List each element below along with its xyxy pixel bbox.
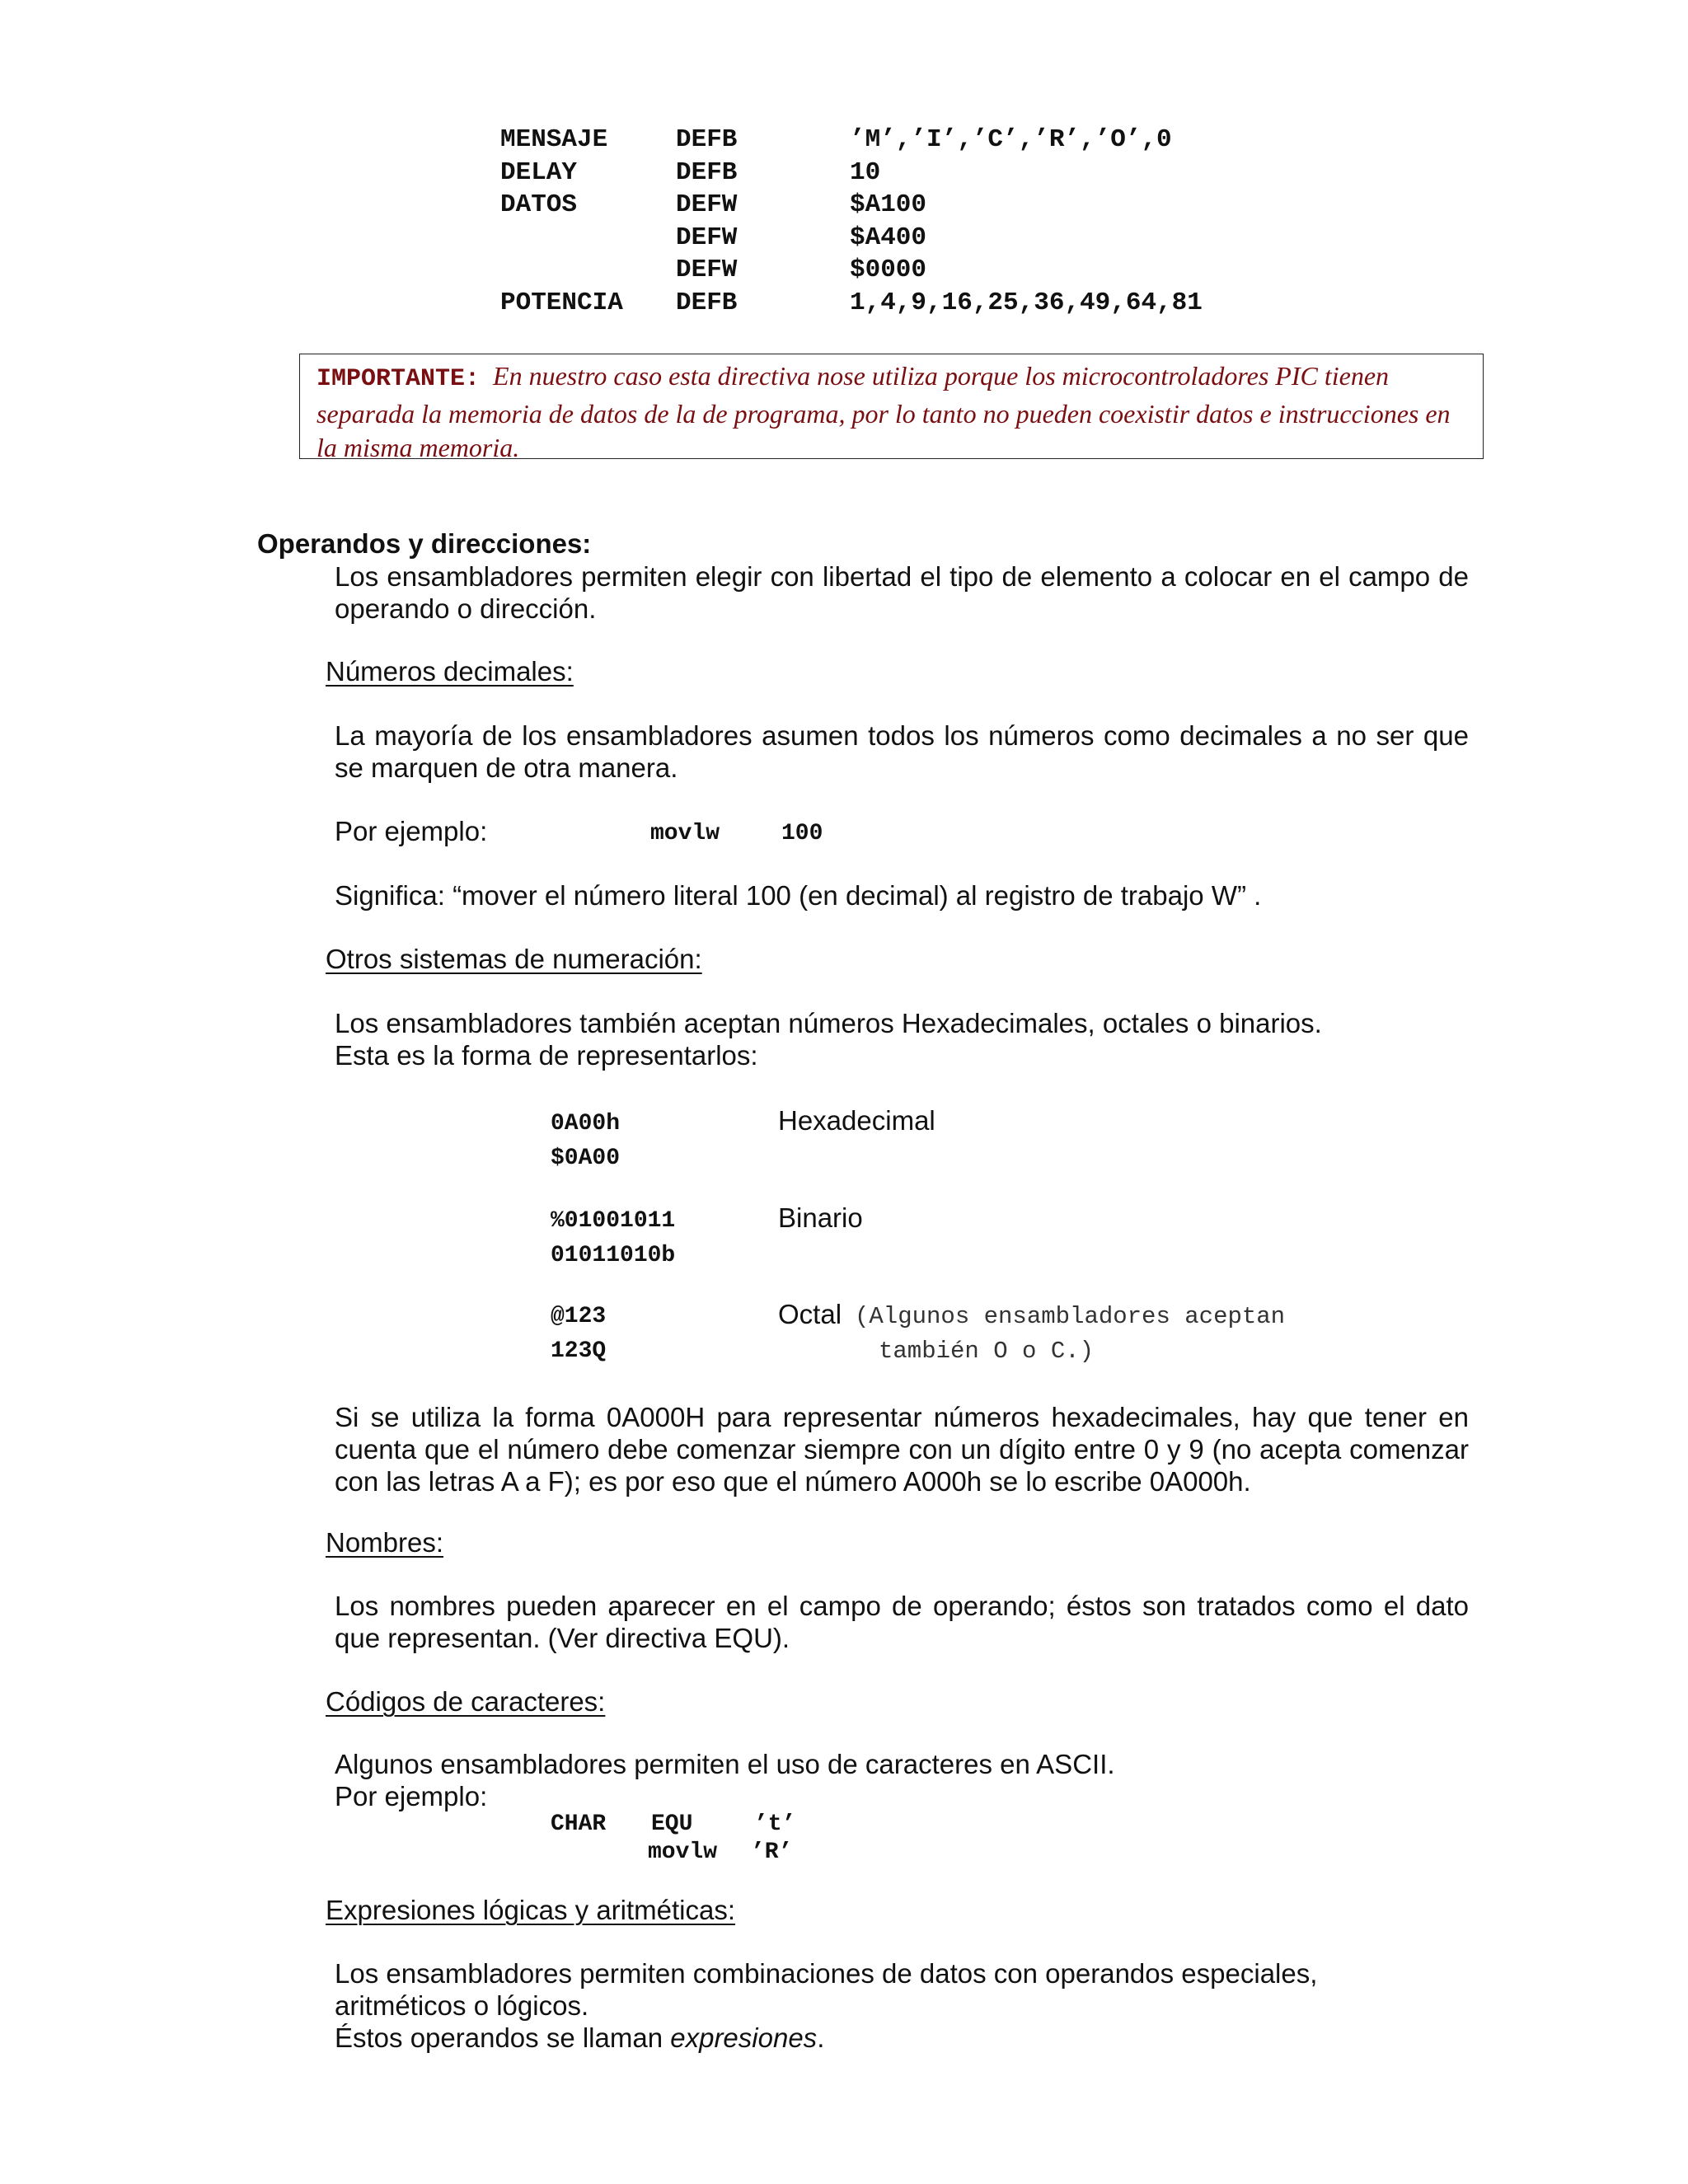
important-note-label: IMPORTANTE: (316, 365, 481, 393)
code-row (500, 157, 1325, 190)
hex-code-2: $0A00 (551, 1146, 621, 1171)
char-example-op: EQU (651, 1811, 693, 1837)
code-row (500, 287, 1325, 320)
expresiones-line3-emphasis: expresiones (670, 2022, 818, 2053)
code-row (500, 254, 1325, 287)
important-note-body: En nuestro caso esta directiva nose utiliza porque los microcontroladores PIC tienen separada la memoria de datos de la de programa, por lo tanto no pueden coexistir datos e instrucciones en la misma memoria. (316, 361, 1451, 462)
hex-name: Hexadecimal (778, 1105, 935, 1136)
oct-comment-1: (Algunos ensambladores aceptan (855, 1303, 1286, 1330)
code-row (500, 124, 1325, 157)
char-example-label: CHAR (551, 1811, 607, 1837)
decimales-example-value: 100 (781, 821, 823, 846)
code-value: 1,4,9,16,25,36,49,64,81 (850, 288, 1203, 317)
bin-name: Binario (778, 1202, 863, 1233)
hex-note: Si se utiliza la forma 0A000H para representar números hexadecimales, hay que tener en cuenta que el número debe comenzar siempre con un dígito entre 0 y 9 (no acepta comenzar con las letras A a F); es por eso que el número A000h se lo escribe 0A000h. (335, 1402, 1469, 1497)
decimales-text: La mayoría de los ensambladores asumen todos los números como decimales a no ser que se marquen de otra manera. (335, 720, 1469, 783)
nombres-text: Los nombres pueden aparecer en el campo de operando; éstos son tratados como el dato que representan. (Ver directiva EQU). (335, 1591, 1469, 1653)
code-op: DEFW (676, 190, 738, 219)
decimales-meaning: Significa: “mover el número literal 100 (en decimal) al registro de trabajo W” . (335, 880, 1262, 911)
code-label: DELAY (500, 157, 578, 187)
section-heading-operandos: Operandos y direcciones: (257, 528, 592, 559)
char-example-value: ’t’ (754, 1811, 796, 1837)
important-note-box (299, 354, 1484, 462)
hex-code-1: 0A00h (551, 1111, 621, 1137)
subheading-decimales: Números decimales: (326, 656, 574, 687)
code-op: DEFB (676, 157, 738, 187)
code-value: 10 (850, 157, 881, 187)
decimales-example-op: movlw (650, 821, 720, 846)
code-block (500, 124, 1325, 321)
code-op: DEFB (676, 288, 738, 317)
code-row (500, 189, 1325, 222)
subheading-caracteres: Códigos de caracteres: (326, 1686, 606, 1717)
otros-sistemas-line2: Esta es la forma de representarlos: (335, 1040, 758, 1071)
bin-code-1: %01001011 (551, 1208, 676, 1234)
bin-code-2: 01011010b (551, 1243, 676, 1268)
expresiones-line3-post: . (817, 2022, 825, 2053)
otros-sistemas-line1: Los ensambladores también aceptan números Hexadecimales, octales o binarios. (335, 1008, 1322, 1038)
code-value: $0000 (850, 255, 927, 284)
expresiones-line2: aritméticos o lógicos. (335, 1990, 589, 2021)
code-value: $A100 (850, 190, 927, 219)
expresiones-line3 (335, 2022, 824, 2054)
char-example2-op: movlw (648, 1840, 718, 1865)
code-label: POTENCIA (500, 288, 623, 317)
code-label: MENSAJE (500, 125, 608, 154)
code-op: DEFW (676, 223, 738, 252)
subheading-expresiones: Expresiones lógicas y aritméticas: (326, 1895, 736, 1925)
subheading-nombres: Nombres: (326, 1527, 444, 1558)
code-op: DEFW (676, 255, 738, 284)
expresiones-line1: Los ensambladores permiten combinaciones de datos con operandos especiales, (335, 1958, 1318, 1989)
subheading-otros-sistemas: Otros sistemas de numeración: (326, 944, 702, 974)
oct-code-2: 123Q (551, 1338, 607, 1364)
code-value: ’M’,’I’,’C’,’R’,’O’,0 (850, 125, 1172, 154)
code-row (500, 222, 1325, 255)
oct-code-1: @123 (551, 1304, 607, 1329)
caracteres-line1: Algunos ensambladores permiten el uso de caracteres en ASCII. (335, 1749, 1115, 1779)
char-example2-value: ’R’ (751, 1840, 793, 1865)
oct-comment-2: también O o C.) (879, 1338, 1095, 1365)
expresiones-line3-pre: Éstos operandos se llaman (335, 2022, 671, 2053)
operandos-intro: Los ensambladores permiten elegir con libertad el tipo de elemento a colocar en el campo de operando o dirección. (335, 561, 1469, 624)
code-op: DEFB (676, 125, 738, 154)
code-value: $A400 (850, 223, 927, 252)
important-note-text (316, 359, 1466, 466)
caracteres-line2: Por ejemplo: (335, 1781, 488, 1811)
decimales-example-label: Por ejemplo: (335, 816, 488, 846)
oct-name: Octal (778, 1299, 842, 1329)
code-label: DATOS (500, 190, 578, 219)
